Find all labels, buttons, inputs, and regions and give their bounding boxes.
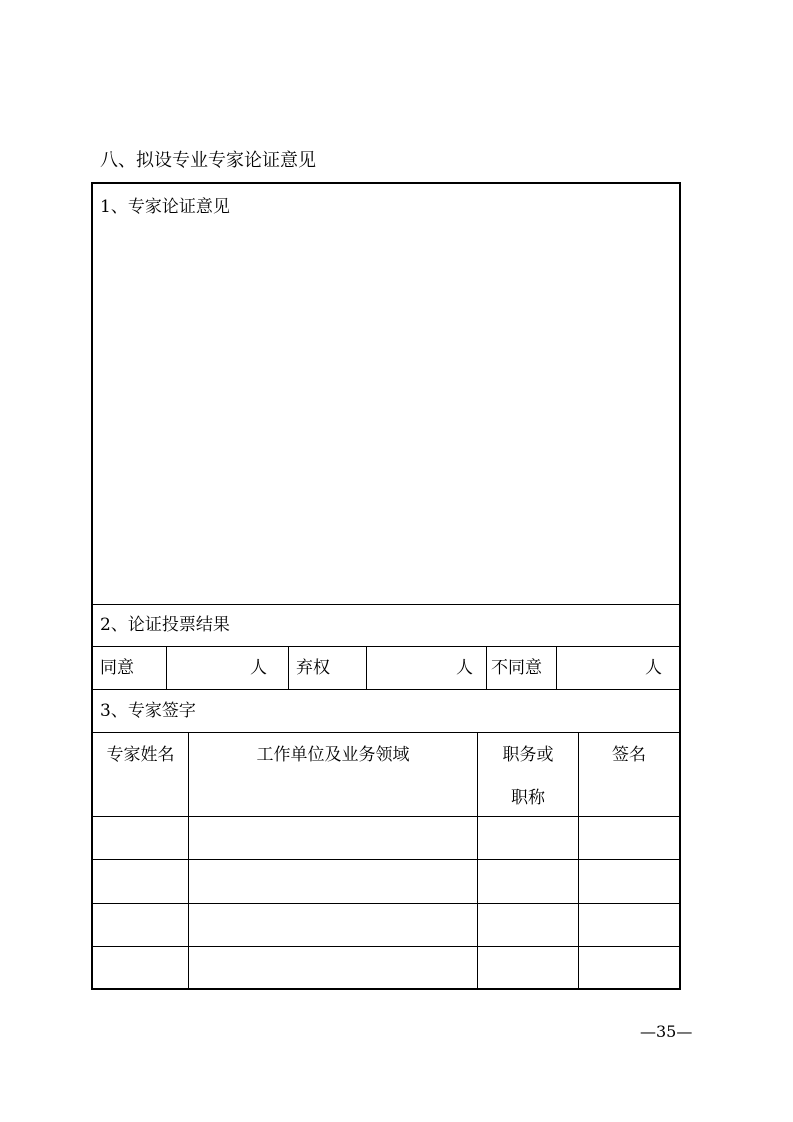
table-row[interactable] [93, 860, 679, 903]
disagree-unit: 人 [645, 658, 662, 678]
abstain-unit: 人 [456, 658, 473, 678]
table-row[interactable] [93, 817, 679, 859]
vote-divider-5 [556, 646, 557, 689]
opinion-area[interactable] [93, 224, 679, 604]
vote-divider-4 [486, 646, 487, 689]
signature-label: 3、专家签字 [100, 701, 196, 721]
vote-divider-2 [288, 646, 289, 689]
opinion-label: 1、专家论证意见 [100, 197, 230, 217]
table-row[interactable] [93, 947, 679, 989]
disagree-label: 不同意 [491, 658, 542, 678]
divider-vote-row [93, 689, 679, 690]
header-title-line2: 职称 [511, 788, 545, 808]
abstain-count-field[interactable] [368, 647, 484, 688]
agree-count-field[interactable] [168, 647, 286, 688]
vote-divider-3 [366, 646, 367, 689]
vote-label: 2、论证投票结果 [100, 615, 230, 635]
header-work-unit: 工作单位及业务领域 [256, 745, 410, 765]
agree-unit: 人 [250, 658, 267, 678]
header-expert-name: 专家姓名 [106, 745, 175, 765]
abstain-label: 弃权 [296, 658, 330, 678]
divider-signature-label [93, 732, 679, 733]
section-title: 八、拟设专业专家论证意见 [100, 150, 316, 171]
agree-label: 同意 [100, 658, 134, 678]
vote-divider-1 [166, 646, 167, 689]
header-title-line1: 职务或 [502, 745, 554, 765]
table-row[interactable] [93, 904, 679, 946]
page-number: —35— [640, 1022, 693, 1041]
divider-opinion-vote [93, 604, 679, 605]
disagree-count-field[interactable] [558, 647, 679, 688]
header-signature: 签名 [612, 745, 646, 765]
expert-review-form [91, 182, 681, 990]
